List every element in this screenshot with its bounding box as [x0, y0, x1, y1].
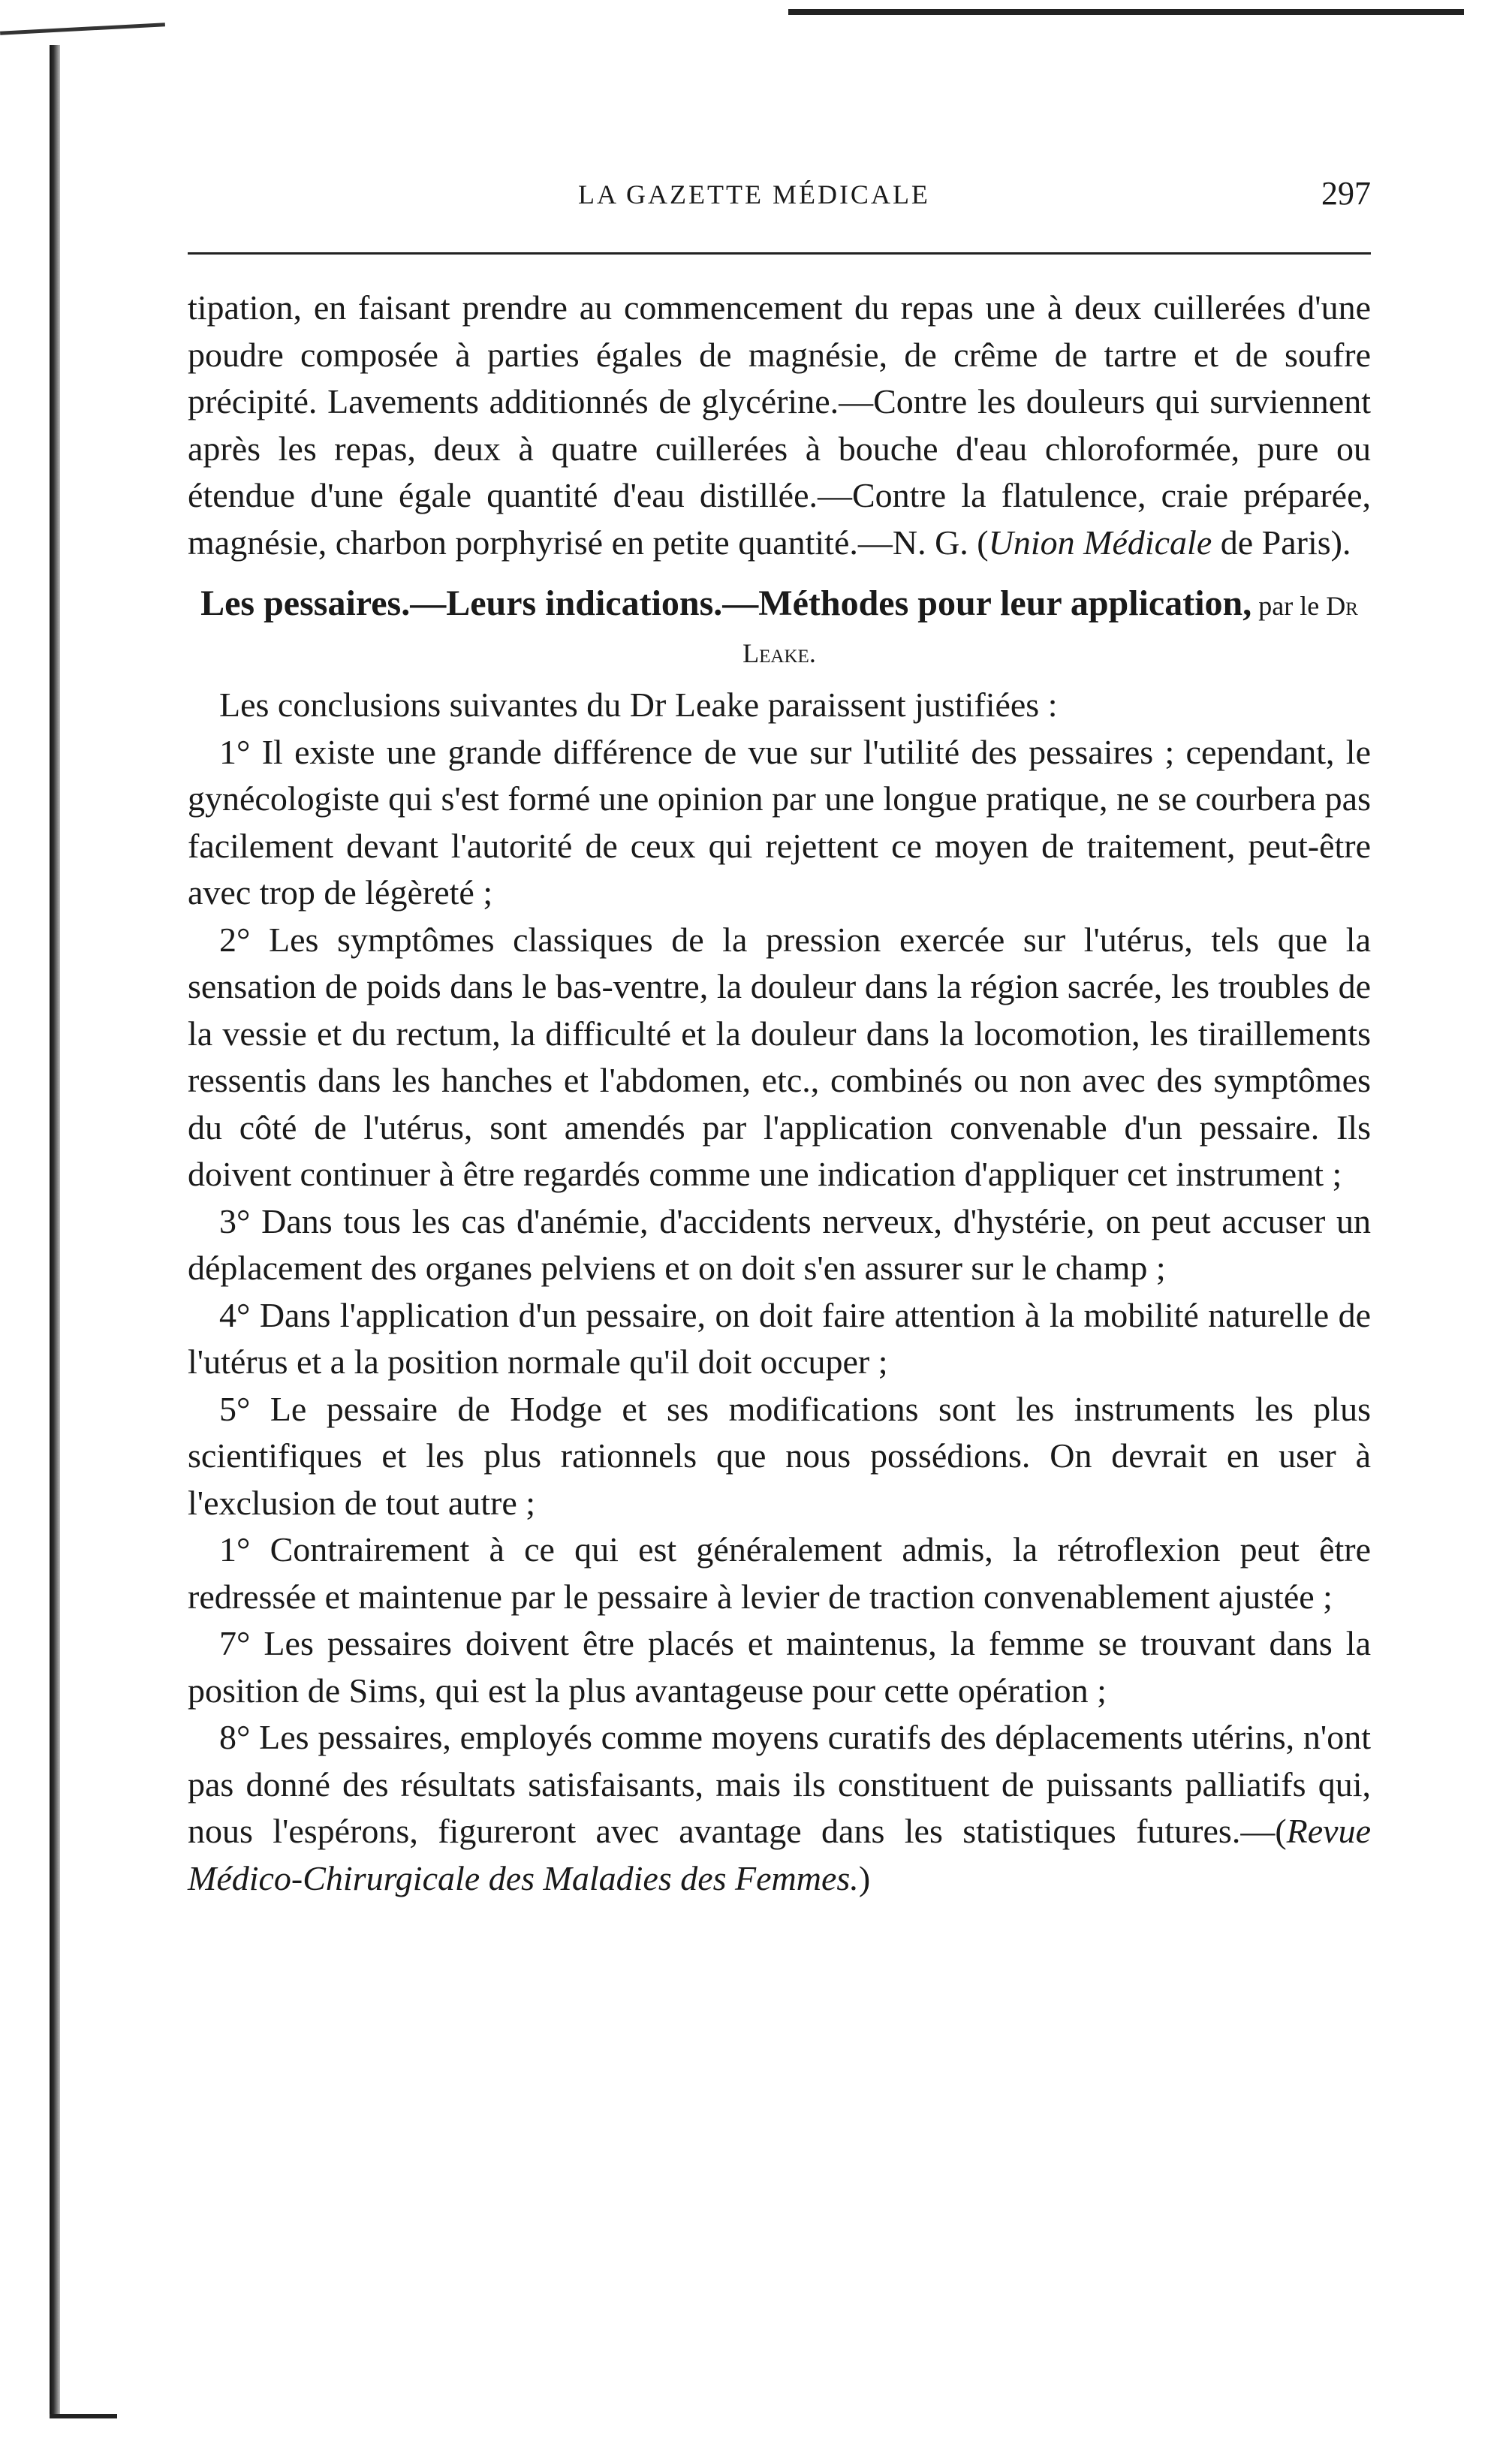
page-header	[188, 174, 1371, 222]
paragraph-continued	[188, 285, 1371, 566]
list-item-last	[188, 1714, 1371, 1902]
heading-by: par le	[1251, 591, 1327, 621]
page	[188, 174, 1371, 1902]
list-item: 5° Le pessaire de Hodge et ses modifications sont les instruments les plus scientifiques et les plus rationnels que nous possédions. On devrait en user à l'exclusion de tout autre ;	[188, 1389, 1371, 1522]
list-item: 1° Il existe une grande différence de vue sur l'utilité des pessaires ; cependant, le gynécologiste qui s'est formé une opinion par une longue pratique, ne se courbera pas facilement devant l'autorité de ceux qui rejettent ce moyen de traitement, peut-être avec trop de légèreté ;	[188, 732, 1371, 912]
list-item-tail: )	[858, 1858, 871, 1897]
page-number: 297	[1321, 175, 1371, 212]
article-body	[188, 285, 1371, 1902]
list-item: 7° Les pessaires doivent être placés et maintenus, la femme se trouvant dans la position de Sims, qui est la plus avantageuse pour cette opération ;	[188, 1624, 1371, 1710]
running-head: LA GAZETTE MÉDICALE	[578, 179, 930, 209]
list-item: 3° Dans tous les cas d'anémie, d'accidents nerveux, d'hystérie, on peut accuser un déplacement des organes pelviens et on doit s'en assurer sur le champ ;	[188, 1201, 1371, 1287]
heading-title: Les pessaires.—Leurs indications.—Méthodes pour leur application,	[200, 583, 1252, 623]
list-item: 4° Dans l'application d'un pessaire, on doit faire attention à la mobilité naturelle de l'utérus et a la position normale qu'il doit occuper ;	[188, 1295, 1371, 1381]
scan-mark-bottom-left	[50, 2414, 117, 2418]
scan-mark-top-left	[0, 23, 165, 35]
header-rule	[188, 252, 1371, 255]
scan-border-top	[788, 9, 1464, 15]
source-citation: Union Médicale	[988, 523, 1212, 562]
list-item-text: 8° Les pessaires, employés comme moyens curatifs des déplacements utérins, n'ont pas donné des résultats satisfaisants, mais ils constituent de puissants palliatifs qui, nous l'espérons, figureront avec avantage dans les statistiques futures.—(	[188, 1718, 1371, 1850]
paragraph-text: tipation, en faisant prendre au commencement du repas une à deux cuillerées d'une poudre composée à parties égales de magnésie, de crême de tartre et de soufre précipité. Lavements additionnés de glycérine.—Contre les douleurs qui surviennent après les repas, deux à quatre cuillerées à bouche d'eau chloroformée, pure ou étendue d'une égale quantité d'eau distillée.—Contre la flatulence, craie préparée, magnésie, charbon porphyrisé en petite quantité.—N. G. (	[188, 288, 1371, 562]
list-item: 1° Contrairement à ce qui est généralement admis, la rétroflexion peut être redressée et maintenue par le pessaire à levier de traction convenablement ajustée ;	[188, 1530, 1371, 1616]
scan-border-left	[50, 45, 60, 2418]
section-heading	[188, 581, 1371, 676]
source-citation: Revue Médico-Chirurgicale des Maladies des Femmes.	[188, 1812, 1371, 1897]
paragraph-tail: de Paris).	[1212, 523, 1351, 562]
heading-author: Dr Leake.	[742, 591, 1358, 668]
list-item: 2° Les symptômes classiques de la pression exercée sur l'utérus, tels que la sensation de poids dans le bas-ventre, la douleur dans la région sacrée, les troubles de la vessie et du rectum, la difficulté et la douleur dans la locomotion, les tiraillements ressentis dans les hanches et l'abdomen, etc., combinés ou non avec des symptômes du côté de l'utérus, sont amendés par l'application convenable d'un pessaire. Ils doivent continuer à être regardés comme une indication d'appliquer cet instrument ;	[188, 920, 1371, 1193]
intro-paragraph: Les conclusions suivantes du Dr Leake paraissent justifiées :	[219, 686, 1058, 724]
